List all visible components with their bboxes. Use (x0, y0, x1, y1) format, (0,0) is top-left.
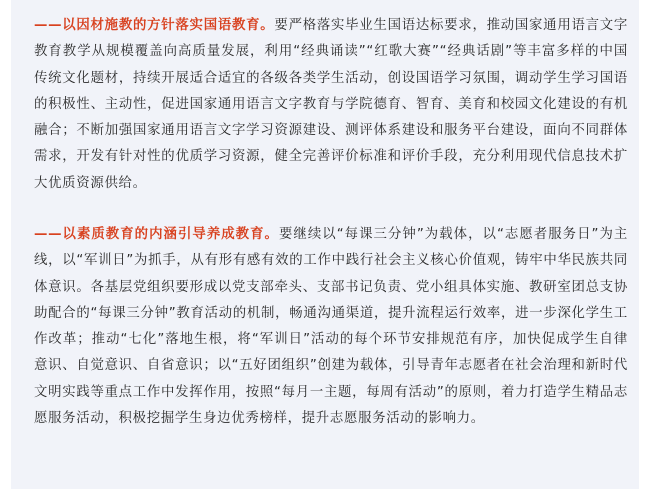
paragraph-body-text: 要严格落实毕业生国语达标要求，推动国家通用语言文字教育教学从规模覆盖向高质量发展，利用“经典诵读”“红歌大赛”“经典话剧”等丰富多样的中国传统文化题材，持续开展适合适宜的各级各类学生活动，创设国语学习氛围，调动学生学习国语的积极性、主动性，促进国家通用语言文字教育与学院德育、智育、美育和校园文化建设的有机融合；不断加强国家通用语言文字学习资源建设、测评体系建设和服务平台建设，面向不同群体需求，开发有针对性的优质学习资源，健全完善评价标准和评价手段，充分利用现代信息技术扩大优质资源供给。 (34, 18, 628, 191)
article-panel (11, 0, 639, 489)
paragraph-quality-education (34, 222, 628, 432)
paragraph-lead-heading: ——以因材施教的方针落实国语教育。 (34, 18, 275, 33)
paragraph-lead-heading: ——以素质教育的内涵引导养成教育。 (34, 227, 279, 242)
paragraph-mandarin-education (34, 13, 628, 197)
paragraph-body-text: 要继续以“每课三分钟”为载体，以“志愿者服务日”为主线，以“军训日”为抓手，从有形有感有效的工作中践行社会主义核心价值观，铸牢中华民族共同体意识。各基层党组织要形成以党支部牵头、支部书记负责、党小组具体实施、教研室团总支协助配合的“每课三分钟”教育活动的机制，畅通沟通渠道，提升流程运行效率，进一步深化学生工作改革；推动“七化”落地生根，将“军训日”活动的每个环节安排规范有序，加快促成学生自律意识、自觉意识、自省意识；以“五好团组织”创建为载体，引导青年志愿者在社会治理和新时代文明实践等重点工作中发挥作用，按照“每月一主题，每周有活动”的原则，着力打造学生精品志愿服务活动，积极挖掘学生身边优秀榜样，提升志愿服务活动的影响力。 (34, 227, 628, 427)
